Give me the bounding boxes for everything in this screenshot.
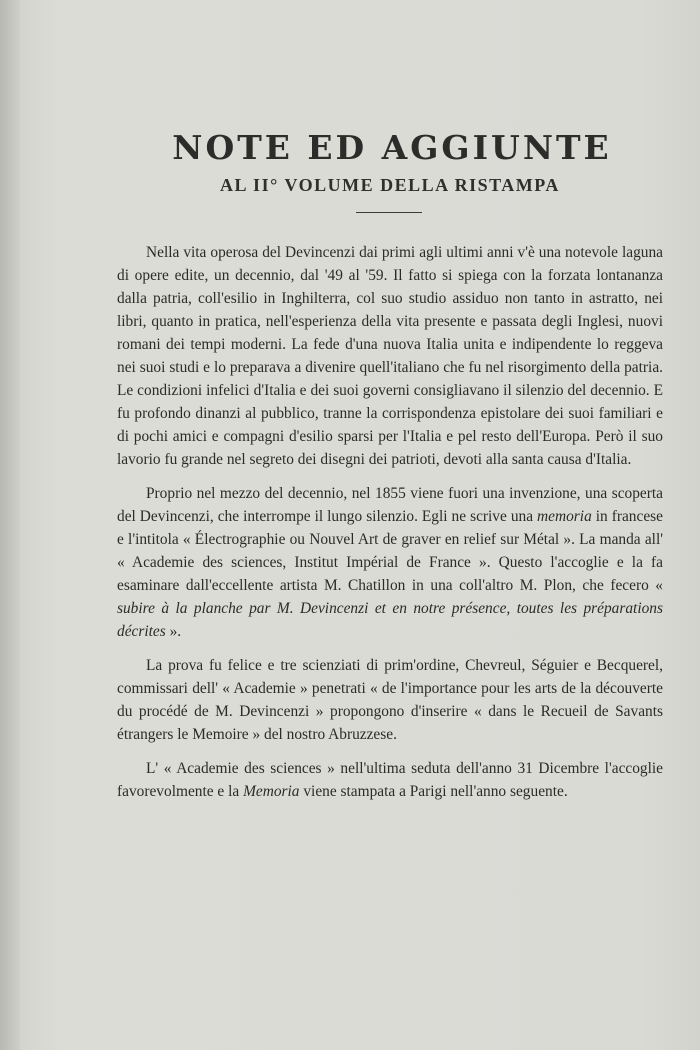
paragraph-2-italic-memoria: memoria	[537, 508, 592, 525]
paragraph-4-italic-memoria: Memoria	[243, 783, 300, 800]
body-text	[117, 241, 663, 803]
paragraph-2-text-a: Proprio nel mezzo del decennio, nel 1855 viene fuori una invenzione, una scoperta del Devincenzi, che interrompe il lungo silenzio. Egli ne scrive una	[117, 485, 663, 525]
page-title: NOTE ED AGGIUNTE	[172, 128, 612, 167]
paragraph-2	[117, 482, 663, 643]
paragraph-1-text: Nella vita operosa del Devincenzi dai primi agli ultimi anni v'è una notevole laguna di opere edite, un decennio, dal '49 al '59. Il fatto si spiega con la forzata lontananza dalla patria, coll'esilio in Inghilterra, col suo studio assiduo non tanto in astratto, nei libri, quanto in pratica, nell'esperienza della vita presente e passata degli Inglesi, nuovi romani dei tempi moderni. La fede d'una nuova Italia unita e indipendente lo reggeva nei suoi studi e lo preparava a divenire quell'italiano che fu nel risorgimento della patria. Le condizioni infelici d'Italia e dei suoi governi consigliavano il silenzio del decennio. E fu profondo dinanzi al pubblico, tranne la corrispondenza epistolare dei suoi familiari e di pochi amici e compagni d'esilio sparsi per l'Italia e pel resto dell'Europa. Però il suo lavorio fu grande nel segreto dei disegni dei patrioti, devoti alla santa causa d'Italia.	[117, 244, 663, 468]
paragraph-4-text-a: L' « Academie des sciences » nell'ultima seduta dell'anno 31 Dicembre l'accoglie favorevolmente e la	[117, 760, 663, 800]
page-subtitle: AL II° VOLUME DELLA RISTAMPA	[220, 175, 560, 195]
title-divider	[356, 212, 422, 213]
paragraph-2-italic-quote: subire à la planche par M. Devincenzi et en notre présence, toutes les préparations décrites	[117, 600, 663, 640]
paragraph-2-text-b: in francese e l'intitola « Électrographie ou Nouvel Art de graver en relief sur Métal ». La manda all' « Academie des sciences, Institut Impérial de France ». Questo l'accoglie e la fa esaminare dall'eccellente artista M. Chatillon in una coll'altro M. Plon, che fecero «	[117, 508, 663, 594]
paragraph-4-text-b: viene stampata a Parigi nell'anno seguente.	[299, 783, 568, 800]
paragraph-2-text-c: ».	[165, 623, 182, 640]
paragraph-3	[117, 654, 663, 746]
paragraph-1	[117, 241, 663, 471]
paragraph-4	[117, 757, 663, 803]
paragraph-3-text: La prova fu felice e tre scienziati di prim'ordine, Chevreul, Séguier e Becquerel, commissari dell' « Academie » penetrati « de l'importance pour les arts de la découverte du procédé de M. Devincenzi » propongono d'inserire « dans le Recueil de Savants étrangers le Memoire » del nostro Abruzzese.	[117, 657, 663, 743]
